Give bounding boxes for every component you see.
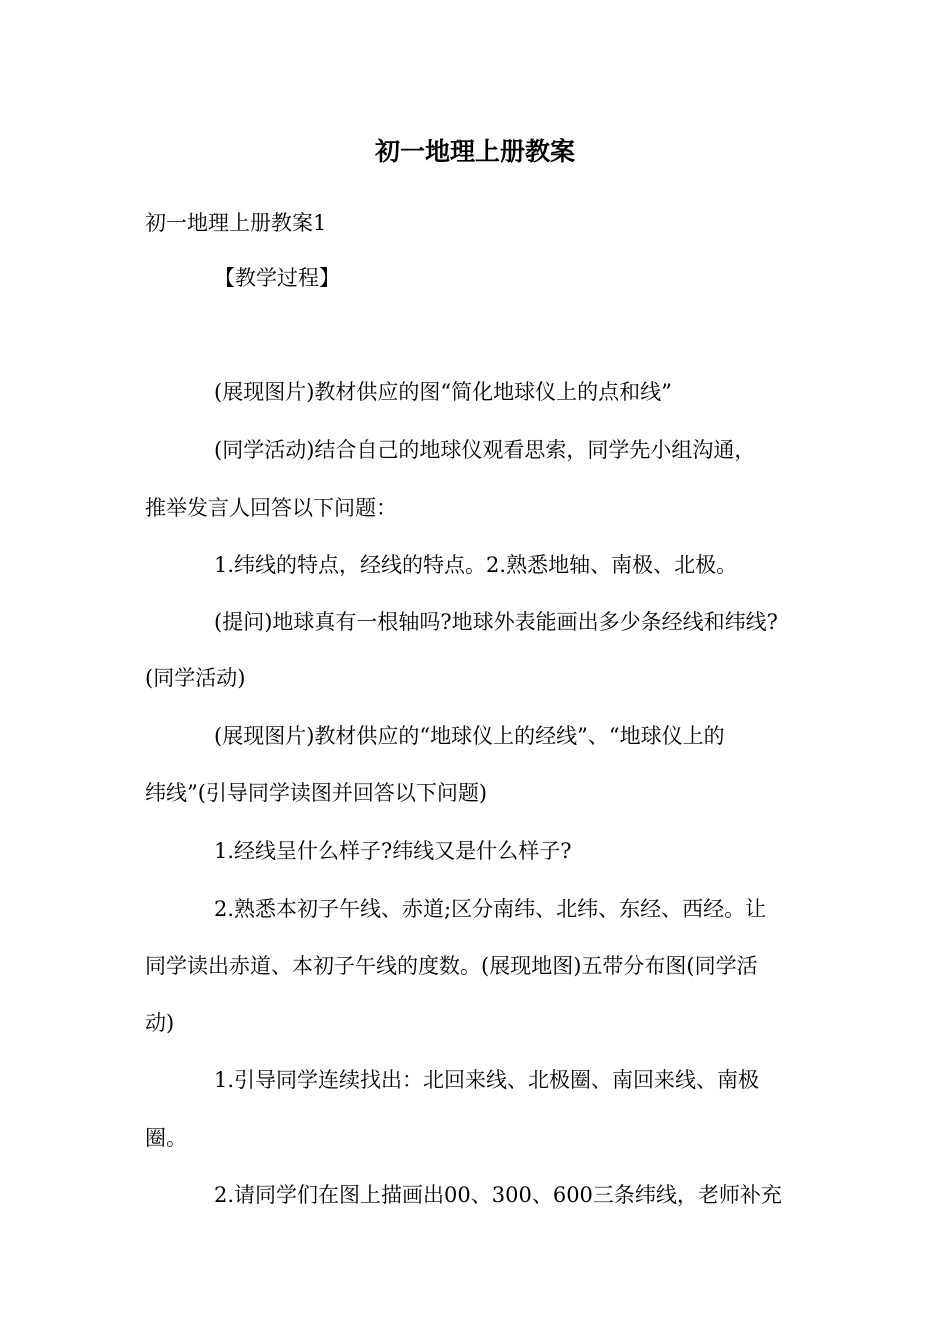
paragraph-line: (同学活动) [145, 666, 246, 690]
subheading: 【教学过程】 [214, 266, 340, 290]
paragraph-line: 推举发言人回答以下问题： [145, 496, 397, 520]
paragraph-line: 1.引导同学连续找出：北回来线、北极圈、南回来线、南极 [214, 1068, 760, 1092]
section-heading: 初一地理上册教案1 [145, 211, 327, 235]
paragraph-line: 1.纬线的特点，经线的特点。2.熟悉地轴、南极、北极。 [214, 553, 738, 577]
paragraph-line: 圈。 [145, 1126, 187, 1150]
paragraph-line: 动) [145, 1011, 175, 1035]
paragraph-line: 纬线”(引导同学读图并回答以下问题) [145, 781, 488, 805]
paragraph-line: 2.熟悉本初子午线、赤道;区分南纬、北纬、东经、西经。让 [214, 897, 767, 921]
paragraph-line: (展现图片)教材供应的图“简化地球仪上的点和线” [214, 380, 672, 404]
paragraph-line: (同学活动)结合自己的地球仪观看思索，同学先小组沟通， [214, 438, 756, 462]
document-title: 初一地理上册教案 [374, 137, 575, 166]
paragraph-line: 1.经线呈什么样子?纬线又是什么样子? [214, 839, 572, 863]
paragraph-line: 2.请同学们在图上描画出00、300、600三条纬线，老师补充 [214, 1183, 782, 1207]
paragraph-line: (提问)地球真有一根轴吗?地球外表能画出多少条经线和纬线? [214, 610, 778, 634]
paragraph-line: 同学读出赤道、本初子午线的度数。(展现地图)五带分布图(同学活 [145, 954, 758, 978]
paragraph-line: (展现图片)教材供应的“地球仪上的经线”、“地球仪上的 [214, 724, 725, 748]
